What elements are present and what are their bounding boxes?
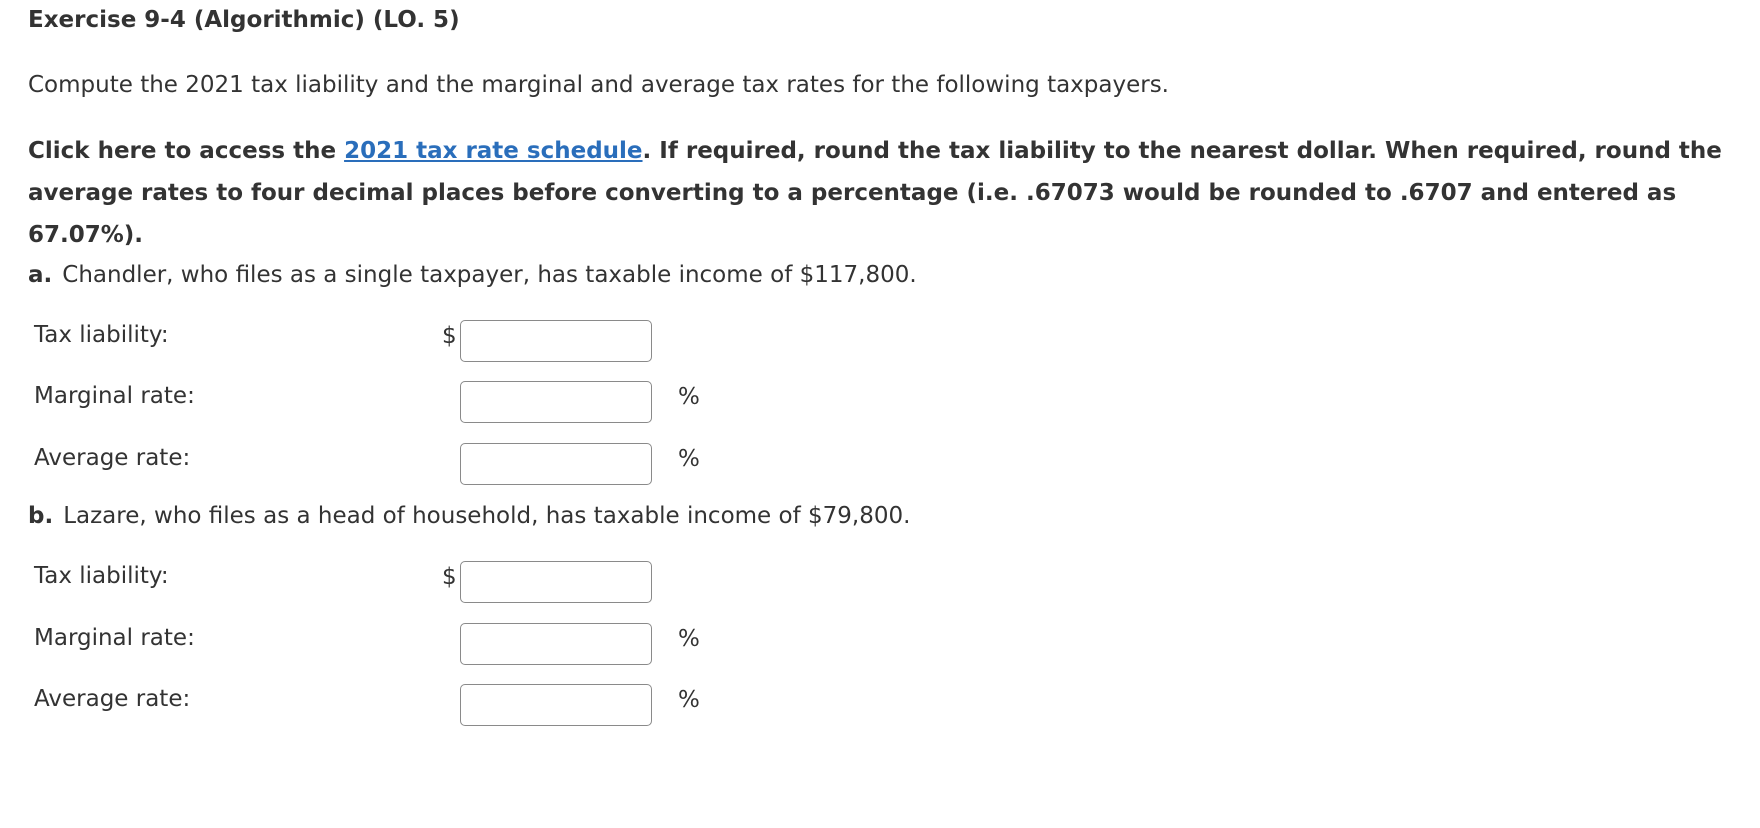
instructions-suffix: . If required, round the tax liability to the nearest dollar. When required, round the average rates to four decimal places before converting to a percentage (i.e. .67073 would be rounded to .6707 and entered as 67.07%). (28, 138, 1722, 248)
part-a-average-rate-input[interactable] (460, 443, 652, 485)
part-b-average-percent-sign: % (678, 687, 700, 713)
part-a-marginal-percent-sign: % (678, 384, 700, 410)
part-a-letter: a. (28, 262, 53, 288)
part-a-dollar-sign: $ (442, 323, 457, 349)
tax-rate-schedule-link[interactable]: 2021 tax rate schedule (344, 138, 643, 164)
part-b-letter: b. (28, 503, 54, 529)
part-b-tax-liability-input[interactable] (460, 561, 652, 603)
part-a-average-percent-sign: % (678, 446, 700, 472)
part-b-marginal-percent-sign: % (678, 626, 700, 652)
part-a-average-rate-label: Average rate: (34, 445, 191, 471)
exercise-instructions (28, 130, 1743, 256)
part-b-marginal-rate-label: Marginal rate: (34, 625, 195, 651)
part-a-tax-liability-input[interactable] (460, 320, 652, 362)
part-b-header (28, 503, 910, 529)
part-a-tax-liability-label: Tax liability: (34, 322, 169, 348)
part-a-description: Chandler, who files as a single taxpayer, has taxable income of $117,800. (62, 262, 917, 288)
part-b-average-rate-input[interactable] (460, 684, 652, 726)
part-a-header (28, 262, 917, 288)
exercise-intro: Compute the 2021 tax liability and the marginal and average tax rates for the following taxpayers. (28, 72, 1169, 98)
part-a-marginal-rate-input[interactable] (460, 381, 652, 423)
part-b-description: Lazare, who files as a head of household, has taxable income of $79,800. (63, 503, 911, 529)
part-a-marginal-rate-label: Marginal rate: (34, 383, 195, 409)
part-b-average-rate-label: Average rate: (34, 686, 191, 712)
instructions-prefix: Click here to access the (28, 138, 345, 164)
part-b-dollar-sign: $ (442, 564, 457, 590)
part-b-marginal-rate-input[interactable] (460, 623, 652, 665)
part-b-tax-liability-label: Tax liability: (34, 563, 169, 589)
exercise-title: Exercise 9-4 (Algorithmic) (LO. 5) (28, 7, 460, 33)
